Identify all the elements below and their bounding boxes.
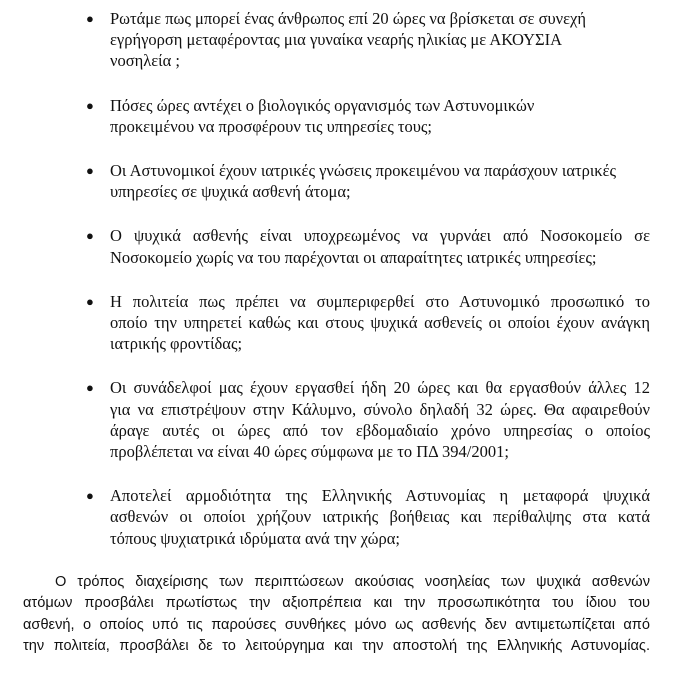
text-line: ατόμων προσβάλει πρωτίστως την αξιοπρέπεια και την προσωπικότητα του ίδιου του bbox=[23, 595, 650, 612]
text-line: Οι συνάδελφοί μας έχουν εργασθεί ήδη 20 ώρες και θα εργασθούν άλλες 12 bbox=[110, 378, 650, 398]
text-line: Ο τρόπος διαχείρισης των περιπτώσεων ακούσιας νοσηλείας των ψυχικά ασθενών bbox=[55, 574, 650, 590]
text-line: την πολιτεία, προσβάλει δε το λειτούργημα και την αποστολή της Ελληνικής Αστυνομίας. bbox=[23, 637, 650, 654]
bullet-icon: ● bbox=[86, 11, 94, 26]
bullet-item bbox=[0, 225, 650, 267]
text-line: προβλέπεται να είναι 40 ώρες σύμφωνα με το ΠΔ 394/2001; bbox=[110, 442, 509, 462]
text-line: τόπους ψυχιατρικά ιδρύματα ανά την χώρα; bbox=[110, 528, 400, 548]
bullet-item bbox=[0, 291, 650, 355]
text-line: Η πολιτεία πως πρέπει να συμπεριφερθεί στο Αστυνομικό προσωπικό το bbox=[110, 291, 650, 311]
bullet-item bbox=[0, 485, 650, 549]
bullet-item bbox=[0, 160, 650, 202]
bullet-icon: ● bbox=[86, 163, 94, 179]
text-line: Οι Αστυνομικοί έχουν ιατρικές γνώσεις προκειμένου να παράσχουν ιατρικές bbox=[110, 161, 617, 181]
text-line: υπηρεσίες σε ψυχικά ασθενή άτομα; bbox=[110, 182, 351, 202]
text-line: ασθενή, ο οποίος υπό τις παρούσες συνθήκες μόνο ως ασθενής δεν αντιμετωπίζεται από bbox=[23, 616, 650, 633]
bullet-icon: ● bbox=[86, 380, 94, 396]
bullet-item bbox=[0, 377, 650, 462]
bullet-icon: ● bbox=[86, 228, 94, 244]
text-line: Νοσοκομείο χωρίς να του παρέχονται οι απαραίτητες ιατρικές υπηρεσίες; bbox=[110, 247, 597, 267]
text-line: εγρήγορση μεταφέροντας μια γυναίκα νεαρής ηλικίας με ΑΚΟΥΣΙΑ bbox=[110, 30, 563, 50]
text-line: νοσηλεία ; bbox=[110, 51, 180, 71]
bullet-icon: ● bbox=[86, 488, 94, 504]
text-line: Αποτελεί αρμοδιότητα της Ελληνικής Αστυνομίας η μεταφορά ψυχικά bbox=[110, 486, 650, 506]
question-list bbox=[0, 8, 673, 572]
bullet-item bbox=[0, 95, 650, 137]
text-line: Πόσες ώρες αντέχει ο βιολογικός οργανισμός των Αστυνομικών bbox=[110, 95, 535, 115]
text-line: Ο ψυχικά ασθενής είναι υποχρεωμένος να γυρνάει από Νοσοκομείο σε bbox=[110, 226, 650, 246]
closing-paragraph bbox=[23, 572, 650, 657]
text-line: ασθενών οι οποίοι χρήζουν ιατρικής βοήθειας και περίθαλψης στα κατά bbox=[110, 507, 650, 527]
text-line: για να επιστρέψουν στην Κάλυμνο, σύνολο δηλαδή 32 ώρες. Θα αφαιρεθούν bbox=[110, 399, 650, 419]
bullet-item bbox=[0, 8, 650, 72]
bullet-icon: ● bbox=[86, 97, 94, 113]
bullet-icon: ● bbox=[86, 293, 94, 309]
text-line: προκειμένου να προσφέρουν τις υπηρεσίες τους; bbox=[110, 116, 433, 136]
text-line: οποίο την υπηρετεί καθώς και στους ψυχικά ασθενείς οι οποίοι έχουν ανάγκη bbox=[110, 313, 650, 333]
text-line: ιατρικής φροντίδας; bbox=[110, 334, 243, 354]
text-line: άραγε αυτές οι ώρες από τον εβδομαδιαίο χρόνο υπηρεσίας ο οποίος bbox=[110, 420, 650, 440]
text-line: Ρωτάμε πως μπορεί ένας άνθρωπος επί 20 ώρες να βρίσκεται σε συνεχή bbox=[110, 9, 587, 28]
